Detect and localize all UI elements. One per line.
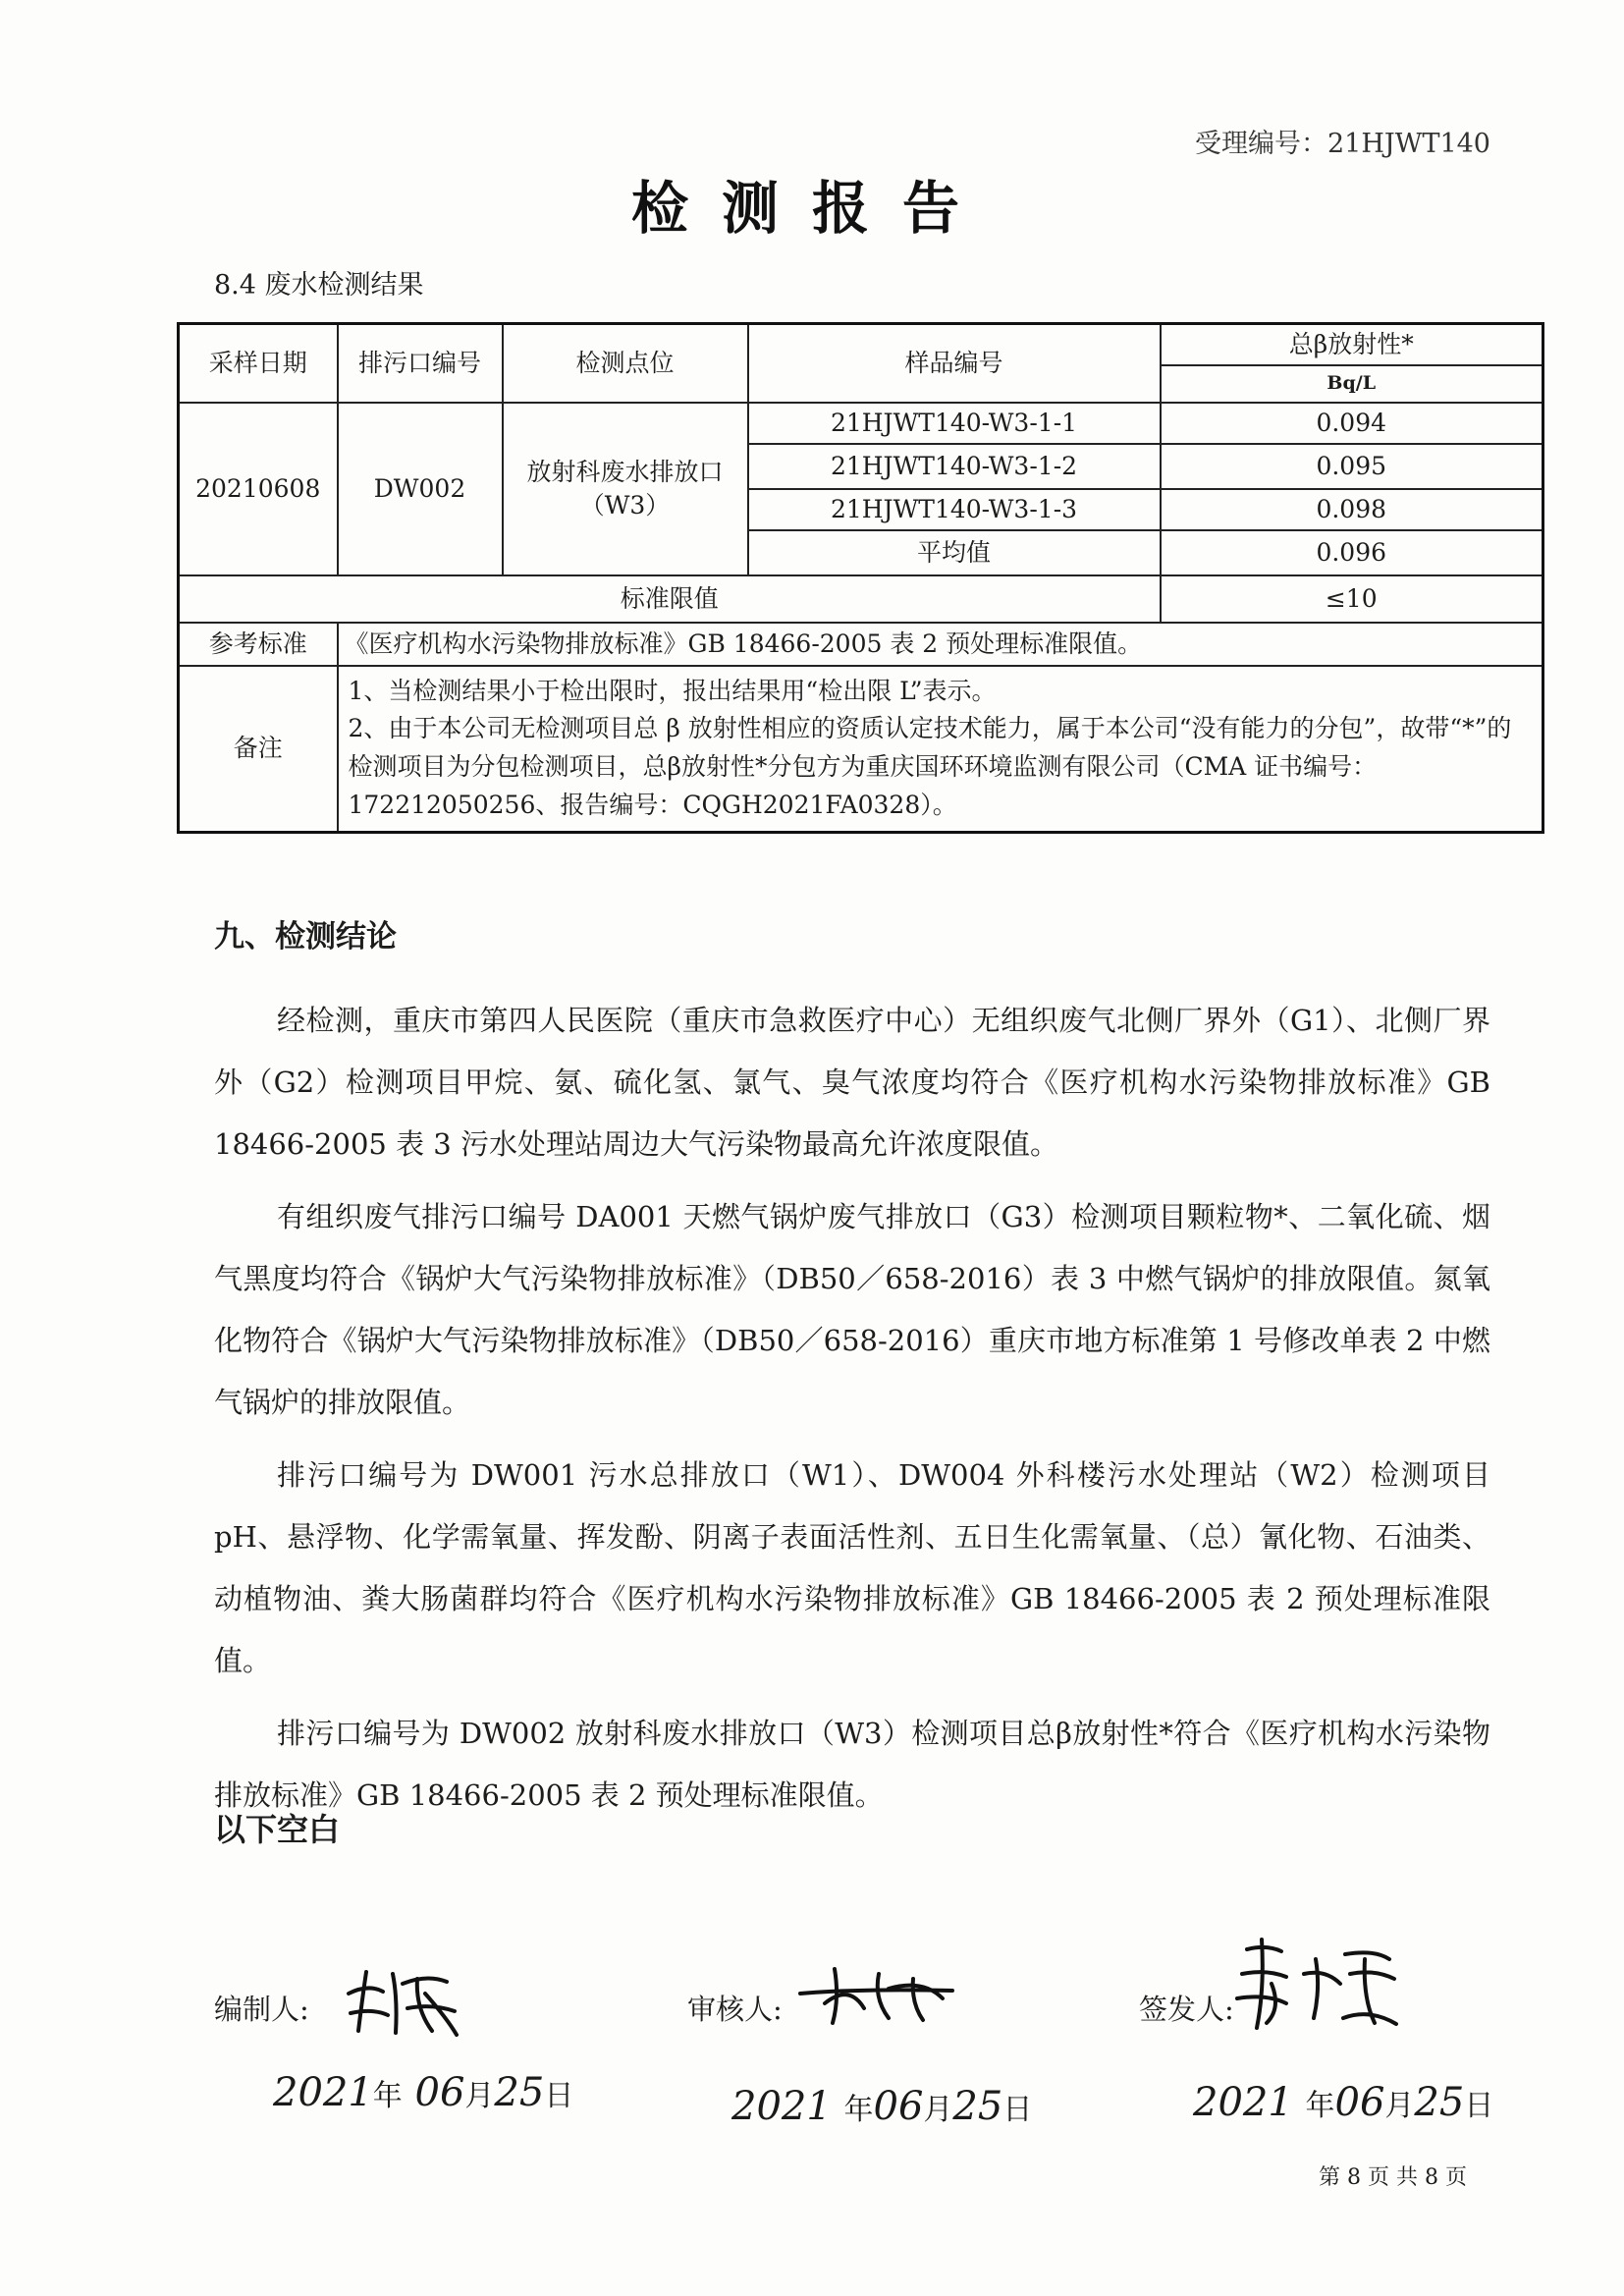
conclusion-paragraph: 有组织废气排污口编号 DA001 天燃气锅炉废气排放口（G3）检测项目颗粒物*、二氧化硫、烟气黑度均符合《锅炉大气污染物排放标准》（DB50／658-2016）表 3 中燃气锅炉的排放限值。氮氧化物符合《锅炉大气污染物排放标准》（DB50／658-2016）重庆市地方标准第 1 号修改单表 2 中燃气锅炉的排放限值。	[214, 1200, 1490, 1419]
cell-date: 20210608	[179, 403, 338, 575]
compiler-signature	[339, 1954, 466, 2043]
cell-average-label: 平均值	[748, 530, 1161, 575]
note-1: 1、当检测结果小于检出限时，报出结果用“检出限 L”表示。	[348, 676, 997, 705]
reviewer-label: 审核人:	[687, 1993, 783, 2026]
col-header-date: 采样日期	[179, 324, 338, 403]
cell-note-label: 备注	[179, 666, 338, 833]
note-2: 2、由于本公司无检测项目总 β 放射性相应的资质认定技术能力，属于本公司“没有能力的分包”，故带“*”的检测项目为分包检测项目，总β放射性*分包方为重庆国环环境监测有限公司（CMA 证书编号：172212050256、报告编号：CQGH2021FA0328）。	[348, 714, 1512, 819]
cell-notes	[338, 666, 1543, 833]
conclusion-heading: 九、检测结论	[214, 919, 397, 955]
cell-outlet: DW002	[338, 403, 503, 575]
cell-average-value: 0.096	[1161, 530, 1543, 575]
conclusion-paragraph: 排污口编号为 DW001 污水总排放口（W1）、DW004 外科楼污水处理站（W2）检测项目 pH、悬浮物、化学需氧量、挥发酚、阴离子表面活性剂、五日生化需氧量、（总）氰化物、石油类、动植物油、粪大肠菌群均符合《医疗机构水污染物排放标准》GB 18466-2005 表 2 预处理标准限值。	[214, 1458, 1490, 1677]
cell-point: 放射科废水排放口（W3）	[503, 403, 748, 575]
compiler-date: 2021年 06月25日	[273, 2070, 574, 2115]
cell-limit-value: ≤10	[1161, 575, 1543, 623]
compiler-label: 编制人:	[214, 1993, 309, 2026]
cell-value: 0.095	[1161, 444, 1543, 489]
section-title: 8.4 废水检测结果	[214, 270, 424, 301]
col-header-unit: Bq/L	[1161, 365, 1543, 403]
blank-below-note: 以下空白	[214, 1811, 341, 1848]
report-title: 检测报告	[630, 175, 993, 242]
col-header-point: 检测点位	[503, 324, 748, 403]
cell-ref-value: 《医疗机构水污染物排放标准》GB 18466-2005 表 2 预处理标准限值。	[338, 623, 1543, 666]
cell-sample: 21HJWT140-W3-1-1	[748, 403, 1161, 444]
acceptance-number: 受理编号：21HJWT140	[1194, 129, 1490, 159]
cell-value: 0.098	[1161, 489, 1543, 530]
cell-limit-label: 标准限值	[179, 575, 1161, 623]
conclusion-paragraph: 经检测，重庆市第四人民医院（重庆市急救医疗中心）无组织废气北侧厂界外（G1）、北侧厂界外（G2）检测项目甲烷、氨、硫化氢、氯气、臭气浓度均符合《医疗机构水污染物排放标准》GB 18466-2005 表 3 污水处理站周边大气污染物最高允许浓度限值。	[214, 1004, 1490, 1161]
cell-sample: 21HJWT140-W3-1-2	[748, 444, 1161, 489]
conclusion-body	[214, 990, 1490, 1837]
col-header-outlet: 排污口编号	[338, 324, 503, 403]
cell-value: 0.094	[1161, 403, 1543, 444]
col-header-sample: 样品编号	[748, 324, 1161, 403]
reviewer-signature	[795, 1959, 962, 2028]
cell-sample: 21HJWT140-W3-1-3	[748, 489, 1161, 530]
issuer-date: 2021 年06月25日	[1193, 2080, 1494, 2125]
col-header-param: 总β放射性*	[1161, 324, 1543, 365]
issuer-label: 签发人:	[1139, 1993, 1234, 2026]
conclusion-paragraph: 排污口编号为 DW002 放射科废水排放口（W3）检测项目总β放射性*符合《医疗机构水污染物排放标准》GB 18466-2005 表 2 预处理标准限值。	[214, 1717, 1490, 1812]
reviewer-date: 2021 年06月25日	[731, 2084, 1033, 2129]
wastewater-results-table	[177, 322, 1544, 834]
cell-ref-label: 参考标准	[179, 623, 338, 666]
page-number: 第 8 页 共 8 页	[1319, 2165, 1467, 2190]
issuer-signature	[1227, 1930, 1404, 2038]
